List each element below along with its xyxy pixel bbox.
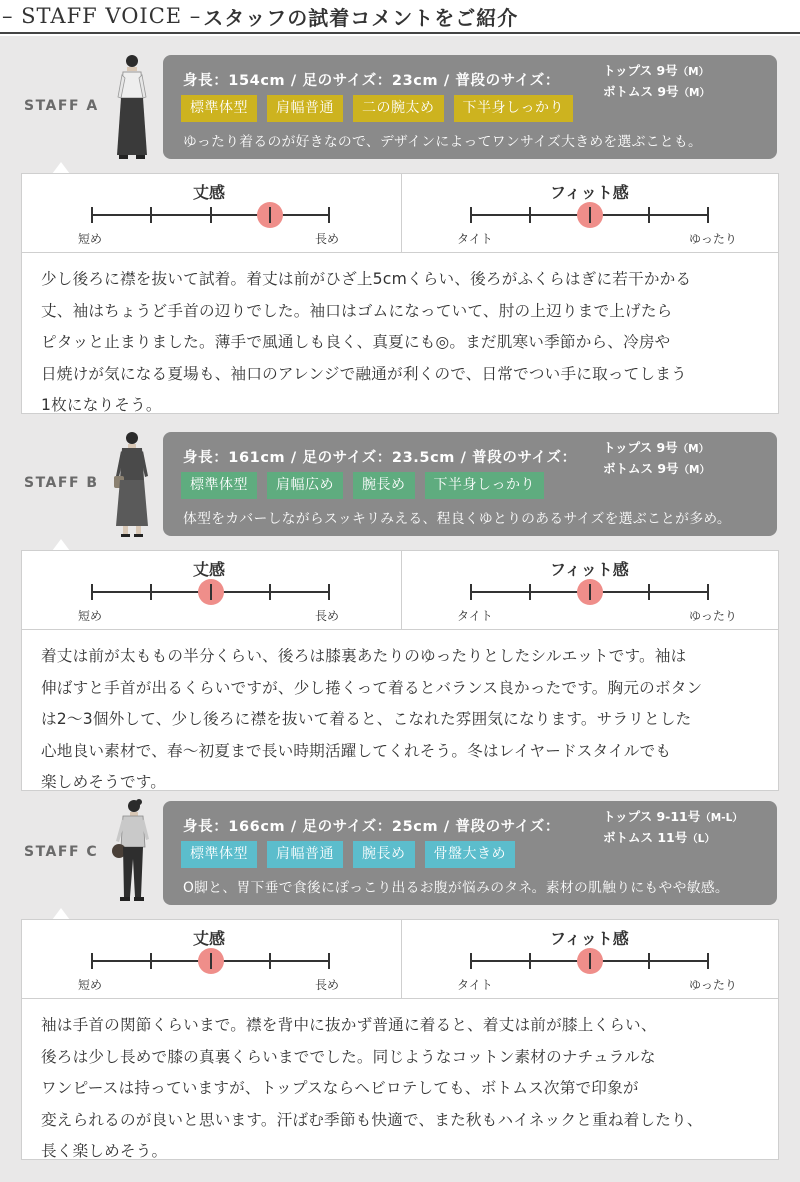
length-scale-tick — [269, 207, 271, 223]
fit-scale-title: フィット感 — [550, 929, 629, 948]
fit-scales — [21, 550, 779, 630]
comment-line: 少し後ろに襟を抜いて試着。着丈は前がひざ上5cmくらい、後ろがふくらはぎに若干かかる — [41, 270, 692, 288]
staff-label: STAFF B — [24, 475, 99, 491]
length-scale-tick — [328, 953, 330, 969]
fit-scale-tick — [648, 207, 650, 223]
length-scale-tick — [210, 953, 212, 969]
fit-scale-max-label: ゆったり — [689, 232, 737, 246]
header-title-en: – STAFF VOICE – — [2, 4, 202, 28]
staff-photo — [110, 799, 154, 913]
tops-size-letter: （M） — [677, 443, 710, 455]
body-type-tags — [181, 841, 515, 868]
usual-sizes — [603, 61, 710, 103]
fit-scale-title: フィット感 — [550, 183, 629, 202]
length-scale-tick — [91, 207, 93, 223]
staff-block — [0, 432, 800, 792]
tops-size-row — [603, 807, 743, 828]
body-type-tag: 下半身しっかり — [425, 472, 545, 499]
fit-scale-tick — [470, 953, 472, 969]
staff-measurements: 身長：166cm / 足のサイズ：25cm / 普段のサイズ： — [183, 819, 560, 835]
fit-scale-tick — [470, 584, 472, 600]
body-type-tag: 標準体型 — [181, 472, 257, 499]
tops-size: トップス 9号 — [603, 440, 678, 455]
comment-line: 変えられるのが良いと思います。汗ばむ季節も快適で、また秋もハイネックと重ね着したり、 — [41, 1110, 703, 1129]
staff-photo — [110, 53, 154, 167]
scale-divider — [401, 174, 402, 252]
length-scale-tick — [91, 584, 93, 600]
body-type-tag: 肩幅普通 — [267, 95, 343, 122]
fit-scale-tick — [529, 207, 531, 223]
usual-sizes — [603, 807, 743, 849]
staff-info-box — [163, 801, 777, 905]
tops-size: トップス 9-11号 — [603, 809, 701, 824]
staff-block — [0, 801, 800, 1161]
fit-scale-tick — [529, 584, 531, 600]
body-type-tag: 下半身しっかり — [454, 95, 574, 122]
scale-divider — [401, 551, 402, 629]
staff-comment — [21, 999, 779, 1160]
body-type-tags — [181, 472, 544, 499]
length-scale-title: 丈感 — [193, 929, 226, 948]
comment-line: 後ろは少し長めで膝の真裏くらいまででした。同じようなコットン素材のナチュラルな — [41, 1047, 656, 1066]
fit-scale-max-label: ゆったり — [689, 978, 737, 992]
size-preference-text: 体型をカバーしながらスッキリみえる、程良くゆとりのあるサイズを選ぶことが多め。 — [183, 511, 731, 527]
length-scale-tick — [210, 584, 212, 600]
comment-line: 長く楽しめそう。 — [41, 1142, 168, 1160]
fit-scale-title: フィット感 — [550, 560, 629, 579]
bottoms-size-row — [603, 459, 710, 480]
bottoms-size: ボトムス 9号 — [603, 461, 679, 476]
bottoms-size-row — [603, 828, 743, 849]
length-scale-max-label: 長め — [315, 978, 340, 992]
fit-scale-tick — [648, 953, 650, 969]
fit-scale-tick — [589, 953, 591, 969]
comment-line: 楽しめそうです。 — [41, 773, 167, 791]
staff-label: STAFF C — [24, 844, 99, 860]
length-scale-tick — [269, 953, 271, 969]
fit-scales — [21, 919, 779, 999]
body-type-tag: 腕長め — [353, 472, 415, 499]
bottoms-size-letter: （M） — [678, 464, 711, 476]
staff-measurements: 身長：154cm / 足のサイズ：23cm / 普段のサイズ： — [183, 73, 560, 89]
body-type-tag: 標準体型 — [181, 95, 257, 122]
comment-line: 心地良い素材で、春〜初夏まで長い時期活躍してくれそう。冬はレイヤードスタイルでも — [41, 741, 672, 760]
comment-line: 1枚になりそう。 — [41, 396, 162, 414]
size-preference-text: O脚と、胃下垂で食後にぽっこり出るお腹が悩みのタネ。素材の肌触りにもやや敏感。 — [183, 880, 730, 896]
fit-scale-tick — [529, 953, 531, 969]
comment-line: ワンピースは持っていますが、トップスならヘビロテしても、ボトムス次第で印象が — [41, 1079, 639, 1097]
fit-scale-min-label: タイト — [457, 978, 493, 992]
staff-measurements: 身長：161cm / 足のサイズ：23.5cm / 普段のサイズ： — [183, 450, 577, 466]
staff-comment — [21, 253, 779, 414]
body-type-tags — [181, 95, 573, 122]
comment-line: 袖は手首の関節くらいまで。襟を背中に抜かず普通に着ると、着丈は前が膝上くらい、 — [41, 1016, 657, 1034]
bottoms-size-letter: （L） — [687, 833, 715, 845]
length-scale-tick — [269, 584, 271, 600]
comment-line: 着丈は前が太ももの半分くらい、後ろは膝裏あたりのゆったりとしたシルエットです。袖は — [41, 647, 687, 665]
size-preference-text: ゆったり着るのが好きなので、デザインによってワンサイズ大きめを選ぶことも。 — [183, 134, 703, 150]
fit-scale-tick — [707, 207, 709, 223]
header-title-jp: スタッフの試着コメントをご紹介 — [203, 5, 519, 30]
length-scale-tick — [150, 207, 152, 223]
comment-line: 日焼けが気になる夏場も、袖口のアレンジで融通が利くので、日常でつい手に取ってしまう — [41, 364, 687, 383]
staff-comment — [21, 630, 779, 791]
bottoms-size: ボトムス 11号 — [603, 830, 688, 845]
length-scale-min-label: 短め — [78, 609, 103, 623]
comment-line: 伸ばすと手首が出るくらいですが、少し捲くって着るとバランス良かったです。胸元のボタン — [41, 678, 703, 697]
fit-scale-tick — [707, 953, 709, 969]
length-scale-max-label: 長め — [315, 609, 340, 623]
body-type-tag: 腕長め — [353, 841, 415, 868]
fit-scale-min-label: タイト — [457, 609, 493, 623]
staff-block — [0, 55, 800, 415]
length-scale-title: 丈感 — [193, 183, 226, 202]
usual-sizes — [603, 438, 710, 480]
page-header — [0, 0, 800, 34]
staff-label: STAFF A — [24, 98, 99, 114]
tops-size-row — [603, 438, 710, 459]
staff-photo — [110, 430, 154, 544]
fit-scale-tick — [470, 207, 472, 223]
staff-info-box — [163, 432, 777, 536]
fit-scale-tick — [589, 584, 591, 600]
length-scale-tick — [328, 207, 330, 223]
length-scale-title: 丈感 — [193, 560, 226, 579]
comment-line: は2〜3個外して、少し後ろに襟を抜いて着ると、こなれた雰囲気になります。サラリとした — [41, 710, 692, 728]
length-scale-tick — [328, 584, 330, 600]
comment-line: 丈、袖はちょうど手首の辺りでした。袖口はゴムになっていて、肘の上辺りまで上げたら — [41, 301, 673, 320]
tops-size-letter: （M-L） — [700, 812, 743, 824]
fit-scales — [21, 173, 779, 253]
tops-size: トップス 9号 — [603, 63, 678, 78]
bottoms-size: ボトムス 9号 — [603, 84, 679, 99]
body-type-tag: 標準体型 — [181, 841, 257, 868]
body-type-tag: 二の腕太め — [353, 95, 444, 122]
tops-size-row — [603, 61, 710, 82]
scale-divider — [401, 920, 402, 998]
fit-scale-max-label: ゆったり — [689, 609, 737, 623]
bottoms-size-row — [603, 82, 710, 103]
comment-line: ピタッと止まりました。薄手で風通しも良く、真夏にも◎。まだ肌寒い季節から、冷房や — [41, 333, 671, 351]
body-type-tag: 骨盤大きめ — [425, 841, 516, 868]
fit-scale-min-label: タイト — [457, 232, 493, 246]
length-scale-tick — [210, 207, 212, 223]
length-scale-max-label: 長め — [315, 232, 340, 246]
body-type-tag: 肩幅普通 — [267, 841, 343, 868]
fit-scale-tick — [589, 207, 591, 223]
length-scale-min-label: 短め — [78, 232, 103, 246]
staff-info-box — [163, 55, 777, 159]
length-scale-tick — [150, 584, 152, 600]
length-scale-min-label: 短め — [78, 978, 103, 992]
length-scale-tick — [150, 953, 152, 969]
length-scale-tick — [91, 953, 93, 969]
fit-scale-tick — [707, 584, 709, 600]
body-type-tag: 肩幅広め — [267, 472, 343, 499]
bottoms-size-letter: （M） — [678, 87, 711, 99]
fit-scale-tick — [648, 584, 650, 600]
tops-size-letter: （M） — [677, 66, 710, 78]
